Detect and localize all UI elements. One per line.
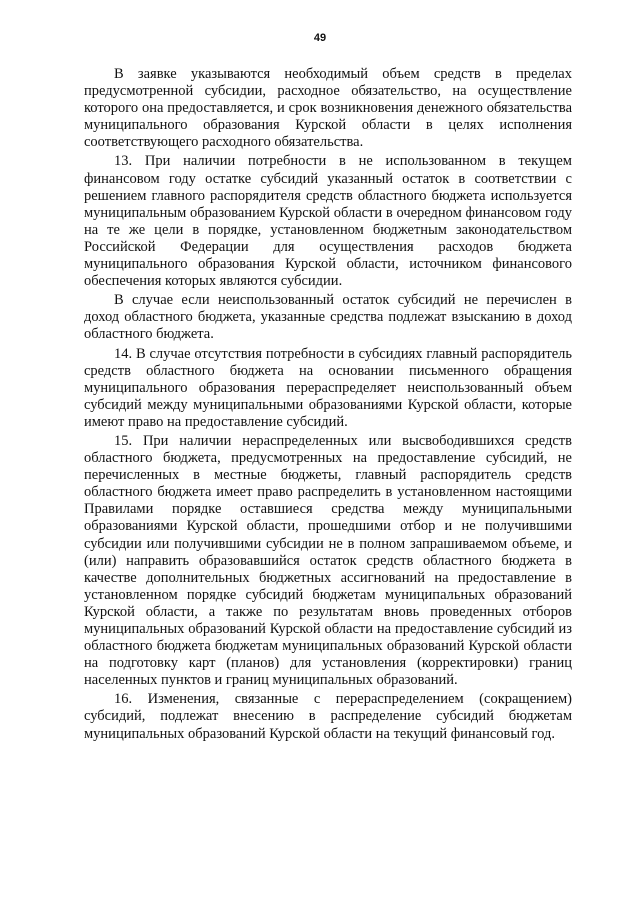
document-body: [84, 66, 572, 745]
paragraph-15-undistributed-funds: 15. При наличии нераспределенных или высвободившихся средств областного бюджета, предусмотренных на предоставление субсидий, не перечисленных в местные бюджеты, главный распорядитель средств областного бюджета имеет право распределить в установленном настоящими Правилами порядке оставшиеся средства между муниципальными образованиями Курской области, прошедшими отбор и не получившими субсидии или получившими субсидии не в полном запрашиваемом объеме, и (или) направить образовавшийся остаток средств областного бюджета в качестве дополнительных бюджетных ассигнований на предоставление в установленном порядке субсидий бюджетам муниципальных образований Курской области, а также по результатам вновь проведенных отборов муниципальных образований Курской области на предоставление субсидий из областного бюджета бюджетам муниципальных образований Курской области на подготовку карт (планов) для установления (корректировки) границ населенных пунктов и границ муниципальных образований.: [84, 432, 572, 689]
page-number: 49: [313, 32, 327, 44]
paragraph-16-changes: 16. Изменения, связанные с перераспределением (сокращением) субсидий, подлежат внесению в распределение субсидий бюджетам муниципальных образований Курской области на текущий финансовый год.: [84, 691, 572, 742]
paragraph-14-redistribution: 14. В случае отсутствия потребности в субсидиях главный распорядитель средств областного бюджета на основании письменного обращения муниципального образования перераспределяет неиспользованный объем субсидий между муниципальными образованиями Курской области, которые имеют право на предоставление субсидий.: [84, 345, 572, 430]
paragraph-balance-recovery: В случае если неиспользованный остаток субсидий не перечислен в доход областного бюджета, указанные средства подлежат взысканию в доход областного бюджета.: [84, 292, 572, 343]
paragraph-application-contents: В заявке указываются необходимый объем средств в пределах предусмотренной субсидии, расходное обязательство, на осуществление которого она предоставляется, и срок возникновения денежного обязательства муниципального образования Курской области в целях исполнения соответствующего расходного обязательства.: [84, 66, 572, 151]
paragraph-13-unused-balance: 13. При наличии потребности в не использованном в текущем финансовом году остатке субсидий указанный остаток в соответствии с решением главного распорядителя средств областного бюджета используется муниципальным образованием Курской области в очередном финансовом году на те же цели в порядке, установленном бюджетным законодательством Российской Федерации для осуществления расходов бюджета муниципального образования Курской области, источником финансового обеспечения которых являются субсидии.: [84, 153, 572, 290]
